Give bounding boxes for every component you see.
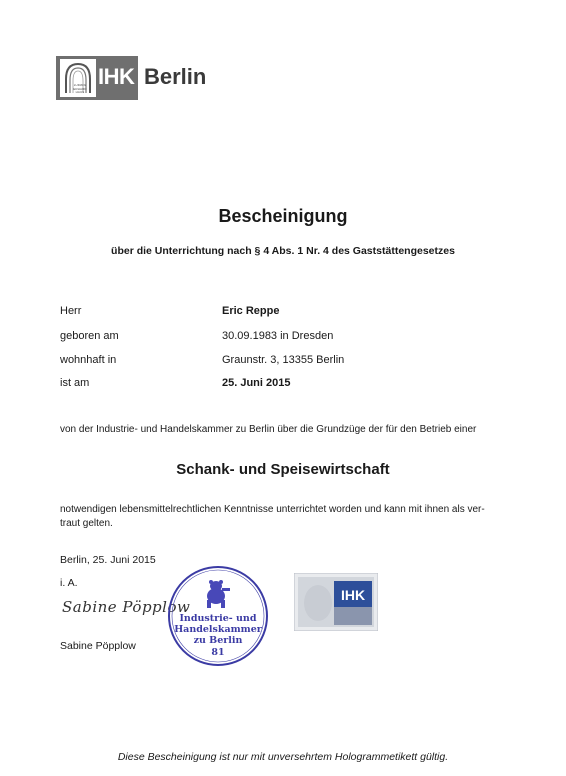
hologram-label: IHK (341, 587, 366, 603)
footer-note: Diese Bescheinigung ist nur mit unversehrtem Hologrammetikett gültig. (117, 751, 449, 763)
logo-ihk-text: IHK (98, 64, 135, 89)
logo-tiny-line: ERHARD (73, 86, 87, 91)
body-line-2: traut gelten. (60, 518, 113, 529)
value-date: 25. Juni 2015 (222, 377, 291, 389)
handwritten-signature: Sabine Pöpplow (62, 598, 191, 616)
subject-heading: Schank- und Speisewirtschaft (176, 461, 390, 478)
logo-small-text (68, 84, 92, 95)
ihk-berlin-logo (56, 56, 207, 100)
seal-number: 81 (211, 647, 225, 658)
label-residence: wohnhaft in (60, 354, 117, 366)
intro-paragraph: von der Industrie- und Handelskammer zu Berlin über die Grundzüge der für den Betrieb einer (60, 424, 477, 435)
value-name: Eric Reppe (222, 305, 280, 317)
document-subtitle: über die Unterrichtung nach § 4 Abs. 1 Nr. 4 des Gaststättengesetzes (111, 245, 455, 257)
seal-line: zu Berlin (193, 635, 243, 646)
place-date: Berlin, 25. Juni 2015 (60, 554, 156, 566)
signer-name: Sabine Pöpplow (60, 640, 136, 652)
body-line-1: notwendigen lebensmittelrechtlichen Kenntnisse unterrichtet worden und kann mit ihnen als ver- (60, 504, 485, 515)
label-date: ist am (60, 377, 90, 389)
body-paragraph (60, 503, 515, 531)
document-title: Bescheinigung (218, 206, 348, 226)
logo-tiny-line: LUDWIG (73, 83, 87, 87)
logo-tiny-line: HAUS (75, 90, 85, 94)
logo-city-text: Berlin (144, 64, 207, 89)
value-birth: 30.09.1983 in Dresden (222, 330, 334, 342)
official-seal (166, 564, 270, 668)
hologram-sticker (294, 573, 378, 631)
label-birth: geboren am (60, 330, 119, 342)
on-behalf-marker: i. A. (60, 577, 78, 589)
seal-line: Handelskammer (174, 624, 262, 635)
seal-line: Industrie- und (179, 613, 257, 624)
value-residence: Graunstr. 3, 13355 Berlin (222, 354, 345, 366)
label-salutation: Herr (60, 305, 82, 317)
